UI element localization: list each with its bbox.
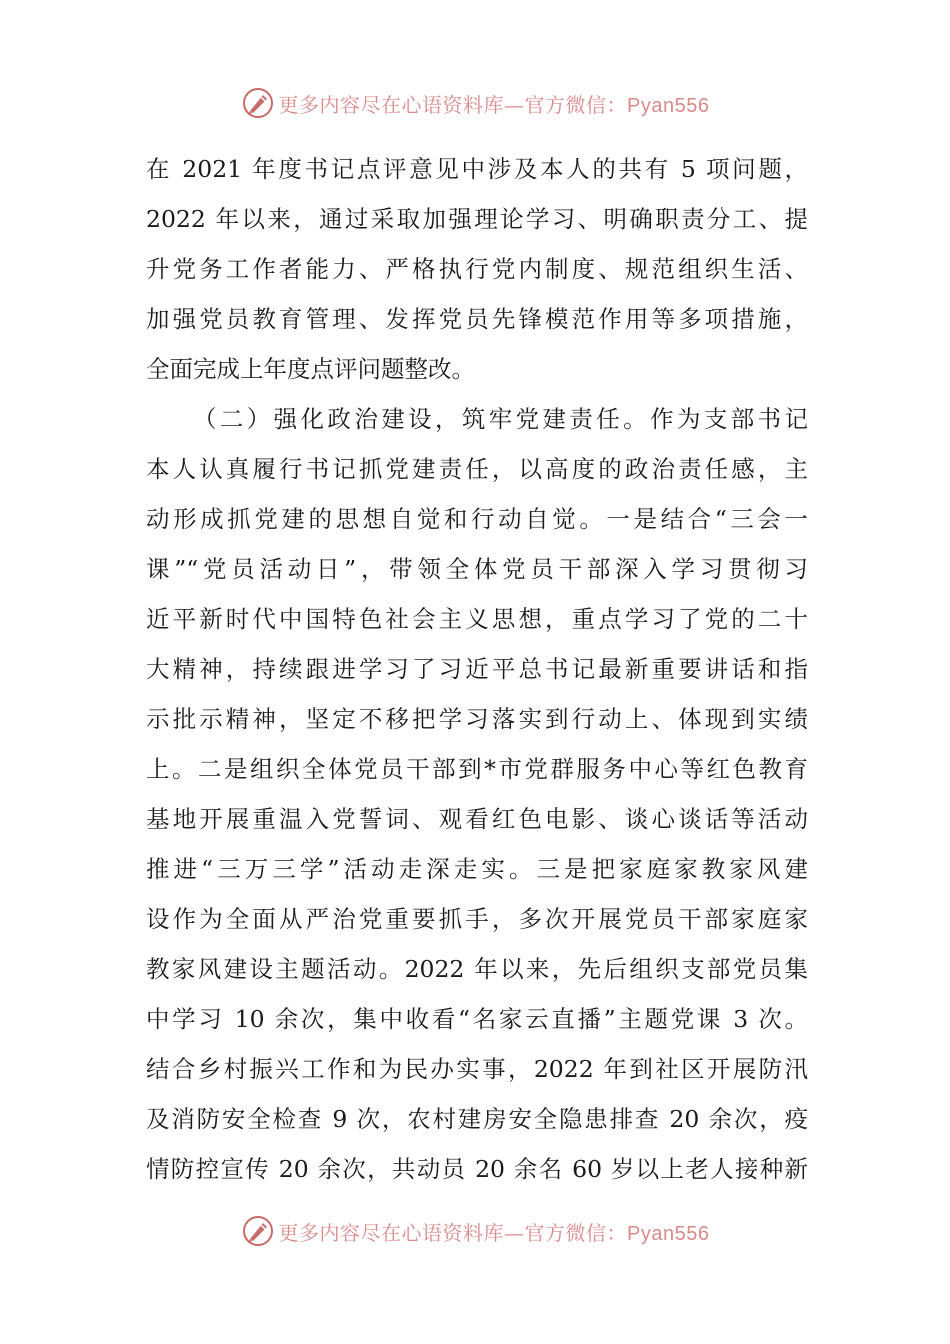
body-line: 推进“三万三学”活动走深走实。三是把家庭家教家风建 xyxy=(146,855,808,883)
body-line: 中学习 10 余次，集中收看“名家云直播”主题党课 3 次。 xyxy=(146,1005,808,1033)
body-line: 及消防安全检查 9 次，农村建房安全隐患排查 20 余次，疫 xyxy=(146,1105,808,1133)
body-line: 近平新时代中国特色社会主义思想，重点学习了党的二十 xyxy=(146,605,808,633)
body-line: 情防控宣传 20 余次，共动员 20 余名 60 岁以上老人接种新 xyxy=(146,1155,808,1183)
body-line: 上。二是组织全体党员干部到*市党群服务中心等红色教育 xyxy=(146,755,808,783)
header-banner-text: 更多内容尽在心语资料库—官方微信：Pyan556 xyxy=(278,92,710,117)
footer-banner-text: 更多内容尽在心语资料库—官方微信：Pyan556 xyxy=(278,1220,710,1245)
body-line: （二）强化政治建设，筑牢党建责任。作为支部书记 xyxy=(193,405,808,433)
body-line: 在 2021 年度书记点评意见中涉及本人的共有 5 项问题， xyxy=(146,155,808,183)
body-line: 大精神，持续跟进学习了习近平总书记最新重要讲话和指 xyxy=(146,655,808,683)
body-line: 动形成抓党建的思想自觉和行动自觉。一是结合“三会一 xyxy=(146,505,808,533)
body-line: 升党务工作者能力、严格执行党内制度、规范组织生活、 xyxy=(146,255,808,283)
pen-nib-logo-icon xyxy=(241,1214,275,1248)
document-body xyxy=(146,144,808,1194)
body-line: 课”“党员活动日”，带领全体党员干部深入学习贯彻习 xyxy=(146,555,808,583)
footer-banner xyxy=(0,1211,950,1251)
footer-banner-brand: Pyan556 xyxy=(627,1222,710,1245)
body-line: 基地开展重温入党誓词、观看红色电影、谈心谈话等活动 xyxy=(146,805,808,833)
body-line: 教家风建设主题活动。2022 年以来，先后组织支部党员集 xyxy=(146,955,808,983)
body-line: 本人认真履行书记抓党建责任，以高度的政治责任感，主 xyxy=(146,455,808,483)
header-banner xyxy=(0,83,950,123)
body-line: 加强党员教育管理、发挥党员先锋模范作用等多项措施， xyxy=(146,305,808,333)
header-banner-brand: Pyan556 xyxy=(627,94,710,117)
body-line: 2022 年以来，通过采取加强理论学习、明确职责分工、提 xyxy=(146,205,808,233)
pen-nib-logo-icon xyxy=(241,86,275,120)
body-line: 全面完成上年度点评问题整改。 xyxy=(146,355,475,383)
body-line: 设作为全面从严治党重要抓手，多次开展党员干部家庭家 xyxy=(146,905,808,933)
body-line: 结合乡村振兴工作和为民办实事，2022 年到社区开展防汛 xyxy=(146,1055,808,1083)
body-line: 示批示精神，坚定不移把学习落实到行动上、体现到实绩 xyxy=(146,705,808,733)
